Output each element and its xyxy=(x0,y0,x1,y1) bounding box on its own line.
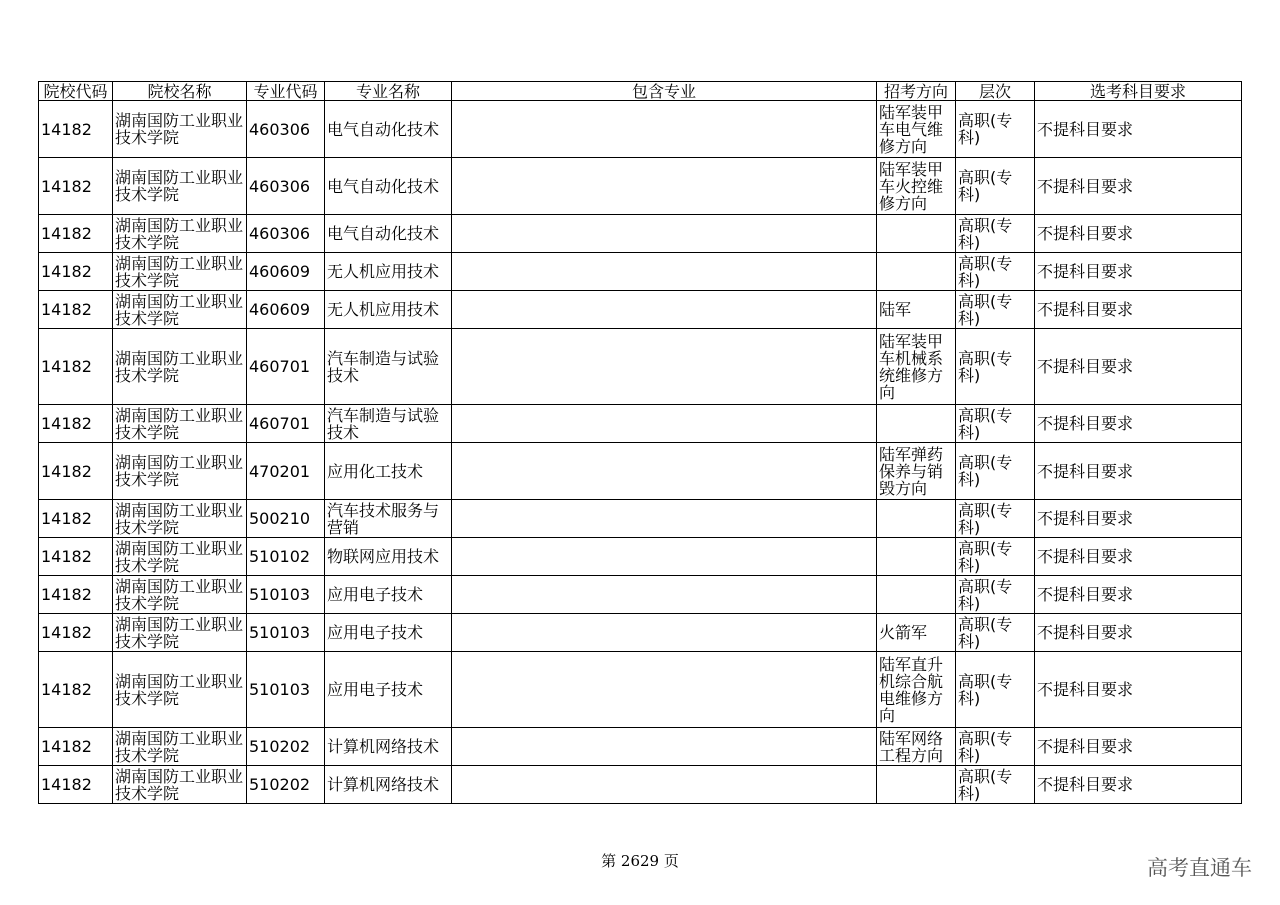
cell-direction: 陆军弹药保养与销毁方向 xyxy=(877,443,956,500)
cell-direction xyxy=(877,253,956,291)
cell-direction xyxy=(877,766,956,804)
watermark-text: 高考直通车 xyxy=(1147,856,1252,880)
cell-subject-requirement: 不提科目要求 xyxy=(1035,253,1242,291)
cell-major-code: 510202 xyxy=(247,766,325,804)
cell-direction: 陆军网络工程方向 xyxy=(877,728,956,766)
table-row xyxy=(39,215,1242,253)
header-major-name: 专业名称 xyxy=(325,82,452,101)
cell-subject-requirement: 不提科目要求 xyxy=(1035,728,1242,766)
cell-school-code: 14182 xyxy=(39,405,113,443)
cell-school-name: 湖南国防工业职业技术学院 xyxy=(113,253,247,291)
cell-level: 高职(专科) xyxy=(956,291,1035,329)
cell-subject-requirement: 不提科目要求 xyxy=(1035,766,1242,804)
cell-school-code: 14182 xyxy=(39,443,113,500)
table-row xyxy=(39,614,1242,652)
cell-subject-requirement: 不提科目要求 xyxy=(1035,291,1242,329)
cell-direction xyxy=(877,538,956,576)
header-level: 层次 xyxy=(956,82,1035,101)
cell-major-name: 汽车制造与试验技术 xyxy=(325,329,452,405)
cell-included-majors xyxy=(452,500,877,538)
cell-school-name: 湖南国防工业职业技术学院 xyxy=(113,766,247,804)
cell-subject-requirement: 不提科目要求 xyxy=(1035,500,1242,538)
table-header-row xyxy=(39,82,1242,101)
cell-school-name: 湖南国防工业职业技术学院 xyxy=(113,652,247,728)
cell-direction xyxy=(877,576,956,614)
table-row xyxy=(39,291,1242,329)
table-row xyxy=(39,576,1242,614)
cell-subject-requirement: 不提科目要求 xyxy=(1035,329,1242,405)
cell-school-name: 湖南国防工业职业技术学院 xyxy=(113,291,247,329)
cell-school-code: 14182 xyxy=(39,101,113,158)
cell-major-code: 460609 xyxy=(247,253,325,291)
cell-major-code: 510103 xyxy=(247,576,325,614)
cell-major-name: 计算机网络技术 xyxy=(325,766,452,804)
page-number: 第 2629 页 xyxy=(601,852,679,870)
cell-included-majors xyxy=(452,253,877,291)
header-direction: 招考方向 xyxy=(877,82,956,101)
cell-major-code: 460306 xyxy=(247,215,325,253)
header-school-name: 院校名称 xyxy=(113,82,247,101)
cell-school-code: 14182 xyxy=(39,500,113,538)
cell-school-name: 湖南国防工业职业技术学院 xyxy=(113,405,247,443)
cell-school-name: 湖南国防工业职业技术学院 xyxy=(113,576,247,614)
cell-school-code: 14182 xyxy=(39,329,113,405)
cell-level: 高职(专科) xyxy=(956,405,1035,443)
cell-level: 高职(专科) xyxy=(956,728,1035,766)
table-row xyxy=(39,766,1242,804)
cell-school-name: 湖南国防工业职业技术学院 xyxy=(113,538,247,576)
cell-major-code: 460701 xyxy=(247,405,325,443)
cell-major-name: 物联网应用技术 xyxy=(325,538,452,576)
cell-subject-requirement: 不提科目要求 xyxy=(1035,101,1242,158)
table-row xyxy=(39,728,1242,766)
cell-major-name: 电气自动化技术 xyxy=(325,215,452,253)
admissions-table xyxy=(38,81,1242,804)
cell-level: 高职(专科) xyxy=(956,158,1035,215)
cell-level: 高职(专科) xyxy=(956,215,1035,253)
cell-direction xyxy=(877,215,956,253)
cell-included-majors xyxy=(452,614,877,652)
cell-direction: 陆军装甲车火控维修方向 xyxy=(877,158,956,215)
table-row xyxy=(39,443,1242,500)
cell-school-name: 湖南国防工业职业技术学院 xyxy=(113,728,247,766)
cell-major-code: 460701 xyxy=(247,329,325,405)
cell-school-code: 14182 xyxy=(39,253,113,291)
table-row xyxy=(39,538,1242,576)
table-row xyxy=(39,652,1242,728)
cell-school-name: 湖南国防工业职业技术学院 xyxy=(113,158,247,215)
cell-included-majors xyxy=(452,766,877,804)
cell-major-name: 应用电子技术 xyxy=(325,652,452,728)
cell-level: 高职(专科) xyxy=(956,538,1035,576)
cell-major-name: 电气自动化技术 xyxy=(325,158,452,215)
cell-school-code: 14182 xyxy=(39,614,113,652)
cell-level: 高职(专科) xyxy=(956,443,1035,500)
cell-major-name: 无人机应用技术 xyxy=(325,253,452,291)
cell-subject-requirement: 不提科目要求 xyxy=(1035,443,1242,500)
header-subject-requirement: 选考科目要求 xyxy=(1035,82,1242,101)
cell-level: 高职(专科) xyxy=(956,500,1035,538)
cell-major-code: 510102 xyxy=(247,538,325,576)
table-row xyxy=(39,101,1242,158)
cell-included-majors xyxy=(452,538,877,576)
cell-major-name: 计算机网络技术 xyxy=(325,728,452,766)
cell-major-name: 应用电子技术 xyxy=(325,614,452,652)
cell-school-code: 14182 xyxy=(39,766,113,804)
cell-included-majors xyxy=(452,443,877,500)
cell-major-name: 无人机应用技术 xyxy=(325,291,452,329)
cell-school-code: 14182 xyxy=(39,158,113,215)
cell-included-majors xyxy=(452,215,877,253)
cell-direction xyxy=(877,405,956,443)
cell-included-majors xyxy=(452,576,877,614)
cell-major-code: 510103 xyxy=(247,652,325,728)
table-row xyxy=(39,329,1242,405)
cell-major-code: 510202 xyxy=(247,728,325,766)
cell-subject-requirement: 不提科目要求 xyxy=(1035,538,1242,576)
cell-subject-requirement: 不提科目要求 xyxy=(1035,652,1242,728)
cell-level: 高职(专科) xyxy=(956,253,1035,291)
cell-level: 高职(专科) xyxy=(956,101,1035,158)
cell-subject-requirement: 不提科目要求 xyxy=(1035,576,1242,614)
cell-school-name: 湖南国防工业职业技术学院 xyxy=(113,614,247,652)
cell-included-majors xyxy=(452,405,877,443)
cell-school-code: 14182 xyxy=(39,728,113,766)
cell-level: 高职(专科) xyxy=(956,652,1035,728)
cell-major-code: 460609 xyxy=(247,291,325,329)
cell-included-majors xyxy=(452,291,877,329)
cell-major-name: 汽车技术服务与营销 xyxy=(325,500,452,538)
cell-included-majors xyxy=(452,329,877,405)
cell-level: 高职(专科) xyxy=(956,766,1035,804)
cell-subject-requirement: 不提科目要求 xyxy=(1035,215,1242,253)
cell-school-name: 湖南国防工业职业技术学院 xyxy=(113,500,247,538)
cell-direction xyxy=(877,500,956,538)
cell-major-name: 应用化工技术 xyxy=(325,443,452,500)
cell-level: 高职(专科) xyxy=(956,576,1035,614)
cell-major-code: 500210 xyxy=(247,500,325,538)
cell-direction: 陆军装甲车电气维修方向 xyxy=(877,101,956,158)
cell-major-code: 460306 xyxy=(247,101,325,158)
cell-included-majors xyxy=(452,158,877,215)
cell-level: 高职(专科) xyxy=(956,614,1035,652)
cell-school-code: 14182 xyxy=(39,576,113,614)
cell-subject-requirement: 不提科目要求 xyxy=(1035,405,1242,443)
cell-subject-requirement: 不提科目要求 xyxy=(1035,614,1242,652)
cell-direction: 陆军直升机综合航电维修方向 xyxy=(877,652,956,728)
header-included-majors: 包含专业 xyxy=(452,82,877,101)
cell-direction: 火箭军 xyxy=(877,614,956,652)
cell-school-name: 湖南国防工业职业技术学院 xyxy=(113,101,247,158)
cell-major-name: 电气自动化技术 xyxy=(325,101,452,158)
cell-school-name: 湖南国防工业职业技术学院 xyxy=(113,329,247,405)
cell-major-code: 510103 xyxy=(247,614,325,652)
cell-included-majors xyxy=(452,728,877,766)
cell-direction: 陆军 xyxy=(877,291,956,329)
cell-school-code: 14182 xyxy=(39,538,113,576)
cell-subject-requirement: 不提科目要求 xyxy=(1035,158,1242,215)
cell-school-name: 湖南国防工业职业技术学院 xyxy=(113,443,247,500)
cell-school-code: 14182 xyxy=(39,291,113,329)
cell-major-name: 应用电子技术 xyxy=(325,576,452,614)
table-row xyxy=(39,405,1242,443)
header-major-code: 专业代码 xyxy=(247,82,325,101)
cell-major-code: 470201 xyxy=(247,443,325,500)
cell-school-code: 14182 xyxy=(39,215,113,253)
cell-major-code: 460306 xyxy=(247,158,325,215)
table-row xyxy=(39,500,1242,538)
cell-included-majors xyxy=(452,101,877,158)
table-row xyxy=(39,158,1242,215)
table-row xyxy=(39,253,1242,291)
cell-level: 高职(专科) xyxy=(956,329,1035,405)
cell-included-majors xyxy=(452,652,877,728)
cell-school-name: 湖南国防工业职业技术学院 xyxy=(113,215,247,253)
cell-school-code: 14182 xyxy=(39,652,113,728)
header-school-code: 院校代码 xyxy=(39,82,113,101)
cell-direction: 陆军装甲车机械系统维修方向 xyxy=(877,329,956,405)
cell-major-name: 汽车制造与试验技术 xyxy=(325,405,452,443)
